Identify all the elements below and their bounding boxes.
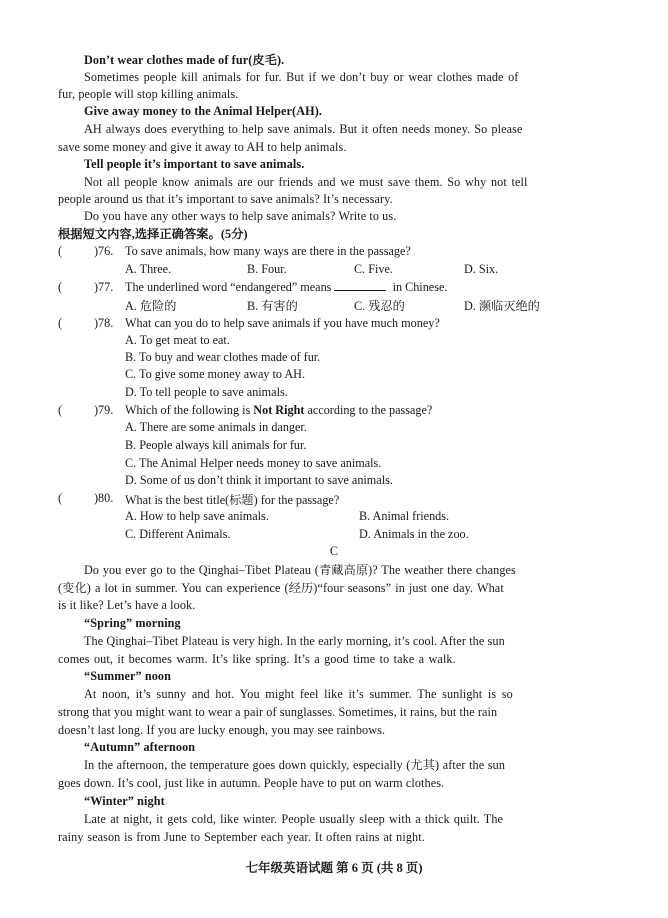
option-a: A. How to help save animals. — [125, 509, 269, 523]
paragraph-line: Late at night, it gets cold, like winter. People usually sleep with a thick quilt. The — [84, 812, 504, 826]
paragraph-line: save some money and give it away to AH to help animals. — [58, 140, 347, 154]
question-text: Which of the following is Not Right according to the passage? — [125, 403, 433, 417]
answer-paren[interactable]: ( — [58, 244, 63, 258]
option-d: D. 濒临灭绝的 — [464, 299, 540, 313]
paragraph-line: fur, people will stop killing animals. — [58, 87, 239, 101]
paragraph-line: is it like? Let’s have a look. — [58, 598, 196, 612]
answer-blank[interactable] — [334, 280, 386, 291]
paragraph-line: Do you ever go to the Qinghai–Tibet Plateau (青藏高原)? The weather there changes — [84, 563, 516, 577]
option-a: A. There are some animals in danger. — [125, 420, 307, 434]
heading-autumn: “Autumn” afternoon — [84, 740, 196, 754]
question-text: What is the best title(标题) for the passage? — [125, 493, 340, 507]
heading-money: Give away money to the Animal Helper(AH). — [84, 104, 323, 118]
question-number: )78. — [94, 316, 114, 330]
option-c: C. The Animal Helper needs money to save animals. — [125, 456, 382, 470]
question-text: The underlined word “endangered” means in Chinese. — [125, 280, 448, 294]
option-b: B. Four. — [247, 262, 287, 276]
answer-paren[interactable]: ( — [58, 316, 63, 330]
option-a: A. 危险的 — [125, 299, 177, 313]
answer-paren[interactable]: ( — [58, 491, 63, 505]
question-text: What can you do to help save animals if you have much money? — [125, 316, 440, 330]
option-b: B. To buy and wear clothes made of fur. — [125, 350, 321, 364]
heading-fur: Don’t wear clothes made of fur(皮毛). — [84, 53, 285, 67]
paragraph-line: The Qinghai–Tibet Plateau is very high. In the early morning, it’s cool. After the sun — [84, 634, 505, 648]
paragraph-line: Not all people know animals are our friends and we must save them. So why not tell — [84, 175, 528, 189]
option-c: C. Different Animals. — [125, 527, 231, 541]
heading-summer: “Summer” noon — [84, 669, 171, 683]
question-text: To save animals, how many ways are there in the passage? — [125, 244, 411, 258]
paragraph-line: Sometimes people kill animals for fur. But if we don’t buy or wear clothes made of — [84, 70, 519, 84]
heading-winter: “Winter” night — [84, 794, 165, 808]
paragraph-line: comes out, it becomes warm. It’s like spring. It’s a good time to take a walk. — [58, 652, 456, 666]
question-number: )77. — [94, 280, 114, 294]
section-letter: C — [329, 544, 339, 558]
question-number: )79. — [94, 403, 114, 417]
paragraph-line: AH always does everything to help save animals. But it often needs money. So please — [84, 122, 523, 136]
option-c: C. To give some money away to AH. — [125, 367, 306, 381]
paragraph-line: Do you have any other ways to help save animals? Write to us. — [84, 209, 397, 223]
option-b: B. Animal friends. — [359, 509, 450, 523]
option-c: C. 残忍的 — [354, 299, 405, 313]
answer-paren[interactable]: ( — [58, 280, 63, 294]
option-a: A. Three. — [125, 262, 172, 276]
paragraph-line: strong that you might want to wear a pair of sunglasses. Sometimes, it rains, but the rain — [58, 705, 498, 719]
paragraph-line: At noon, it’s sunny and hot. You might feel like it’s summer. The sunlight is so — [84, 687, 513, 701]
option-d: D. Some of us don’t think it important to save animals. — [125, 473, 393, 487]
option-a: A. To get meat to eat. — [125, 333, 230, 347]
answer-paren[interactable]: ( — [58, 403, 63, 417]
option-d: D. Six. — [464, 262, 499, 276]
paragraph-line: goes down. It’s cool, just like in autumn. People have to put on warm clothes. — [58, 776, 445, 790]
question-number: )76. — [94, 244, 114, 258]
question-number: )80. — [94, 491, 114, 505]
paragraph-line: people around us that it’s important to save animals? It’s necessary. — [58, 192, 393, 206]
paragraph-line: In the afternoon, the temperature goes down quickly, especially (尤其) after the sun — [84, 758, 506, 772]
paragraph-line: doesn’t last long. If you are lucky enough, you may see rainbows. — [58, 723, 386, 737]
option-b: B. People always kill animals for fur. — [125, 438, 307, 452]
heading-tell-people: Tell people it’s important to save animals. — [84, 157, 305, 171]
option-d: D. Animals in the zoo. — [359, 527, 469, 541]
instruction: 根据短文内容,选择正确答案。(5分) — [58, 227, 248, 241]
paragraph-line: rainy season is from June to September each year. It often rains at night. — [58, 830, 425, 844]
option-d: D. To tell people to save animals. — [125, 385, 288, 399]
option-b: B. 有害的 — [247, 299, 298, 313]
heading-spring: “Spring” morning — [84, 616, 181, 630]
option-c: C. Five. — [354, 262, 393, 276]
page-footer: 七年级英语试题 第 6 页 (共 8 页) — [245, 861, 423, 875]
paragraph-line: (变化) a lot in summer. You can experience (经历)“four seasons” in just one day. What — [58, 581, 504, 595]
